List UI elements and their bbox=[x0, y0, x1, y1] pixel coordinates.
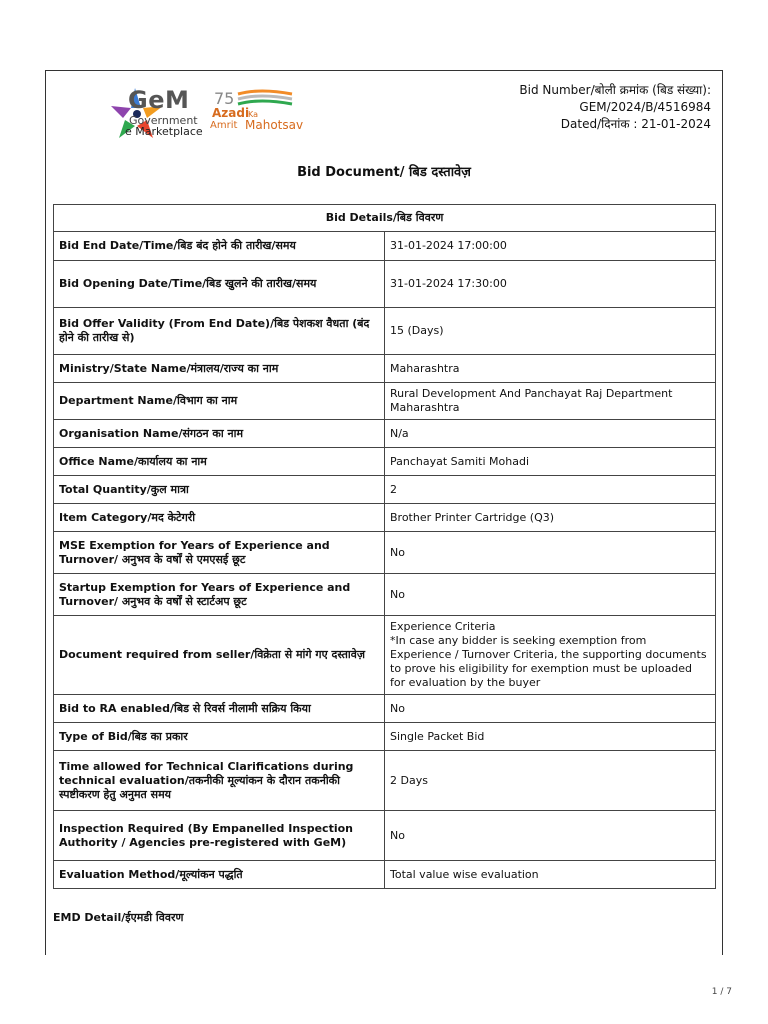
table-row bbox=[54, 616, 716, 695]
table-row bbox=[54, 383, 716, 420]
table-row bbox=[54, 751, 716, 811]
row-value-cell bbox=[385, 616, 716, 695]
row-value: 31-01-2024 17:30:00 bbox=[385, 261, 716, 308]
row-value: Brother Printer Cartridge (Q3) bbox=[385, 504, 716, 532]
gem-logo-text: GeM bbox=[128, 86, 190, 114]
bid-info bbox=[519, 82, 711, 133]
row-value: 31-01-2024 17:00:00 bbox=[385, 232, 716, 261]
table-heading: Bid Details/बिड विवरण bbox=[54, 205, 716, 232]
gem-logo-subtitle: Government bbox=[129, 114, 198, 127]
table-row bbox=[54, 811, 716, 861]
table-row bbox=[54, 504, 716, 532]
azadi-ka-text: Ka bbox=[248, 110, 259, 119]
table-row bbox=[54, 448, 716, 476]
table-row bbox=[54, 695, 716, 723]
bid-details-table bbox=[53, 204, 716, 889]
azadi-text: Azadi bbox=[212, 106, 250, 120]
row-label: Type of Bid/बिड का प्रकार bbox=[54, 723, 385, 751]
table-row bbox=[54, 308, 716, 355]
page-break-gap bbox=[45, 955, 725, 975]
row-value: Panchayat Samiti Mohadi bbox=[385, 448, 716, 476]
row-value: N/a bbox=[385, 420, 716, 448]
row-label: Item Category/मद केटेगरी bbox=[54, 504, 385, 532]
row-value: 2 Days bbox=[385, 751, 716, 811]
row-label: Bid Offer Validity (From End Date)/बिड पेशकश वैधता (बंद होने की तारीख से) bbox=[54, 308, 385, 355]
table-row bbox=[54, 232, 716, 261]
row-label: Startup Exemption for Years of Experience and Turnover/ अनुभव के वर्षों से स्टार्टअप छूट bbox=[54, 574, 385, 616]
page-number: 1 / 7 bbox=[711, 987, 732, 997]
row-value: Rural Development And Panchayat Raj Department Maharashtra bbox=[385, 383, 716, 420]
bid-date: Dated/दिनांक : 21-01-2024 bbox=[560, 117, 711, 131]
row-value: 2 bbox=[385, 476, 716, 504]
table-row bbox=[54, 355, 716, 383]
table-row bbox=[54, 420, 716, 448]
row-value: 15 (Days) bbox=[385, 308, 716, 355]
row-label: MSE Exemption for Years of Experience and Turnover/ अनुभव के वर्षों से एमएसई छूट bbox=[54, 532, 385, 574]
emd-detail-heading: EMD Detail/ईएमडी विवरण bbox=[53, 911, 184, 924]
row-label: Bid End Date/Time/बिड बंद होने की तारीख/समय bbox=[54, 232, 385, 261]
row-label: Evaluation Method/मूल्यांकन पद्धति bbox=[54, 861, 385, 889]
table-row bbox=[54, 861, 716, 889]
row-value-heading: Experience Criteria bbox=[390, 620, 496, 633]
row-label: Bid Opening Date/Time/बिड खुलने की तारीख/समय bbox=[54, 261, 385, 308]
table-row bbox=[54, 476, 716, 504]
amrit-text: Amrit bbox=[210, 120, 238, 131]
row-value: Total value wise evaluation bbox=[385, 861, 716, 889]
row-value: *In case any bidder is seeking exemption from Experience / Turnover Criteria, the supporting documents to prove his eligibility for exemption must be uploaded for evaluation by the buyer bbox=[390, 634, 707, 689]
row-label: Document required from seller/विक्रेता से मांगे गए दस्तावेज़ bbox=[54, 616, 385, 695]
row-label: Total Quantity/कुल मात्रा bbox=[54, 476, 385, 504]
table-row bbox=[54, 532, 716, 574]
table-header-row bbox=[54, 205, 716, 232]
row-value: No bbox=[385, 574, 716, 616]
document-title: Bid Document/ बिड दस्तावेज़ bbox=[297, 165, 471, 180]
row-value: No bbox=[385, 532, 716, 574]
svg-text:75: 75 bbox=[214, 89, 235, 108]
row-label: Organisation Name/संगठन का नाम bbox=[54, 420, 385, 448]
table-row bbox=[54, 574, 716, 616]
azadi-ka-amrit-mahotsav-logo bbox=[210, 88, 304, 138]
row-label: Bid to RA enabled/बिड से रिवर्स नीलामी सक्रिय किया bbox=[54, 695, 385, 723]
row-label: Ministry/State Name/मंत्रालय/राज्य का नाम bbox=[54, 355, 385, 383]
bid-number: GEM/2024/B/4516984 bbox=[579, 100, 711, 114]
row-value: Maharashtra bbox=[385, 355, 716, 383]
row-value: No bbox=[385, 811, 716, 861]
table-row bbox=[54, 723, 716, 751]
row-label: Department Name/विभाग का नाम bbox=[54, 383, 385, 420]
row-value: Single Packet Bid bbox=[385, 723, 716, 751]
mahotsav-text: Mahotsav bbox=[245, 118, 304, 132]
row-label: Time allowed for Technical Clarifications during technical evaluation/तकनीकी मूल्यांकन के दौरान तकनीकी स्पष्टीकरण हेतु अनुमत समय bbox=[54, 751, 385, 811]
row-label: Office Name/कार्यालय का नाम bbox=[54, 448, 385, 476]
flag-stripes-icon bbox=[210, 88, 300, 108]
bid-number-label: Bid Number/बोली क्रमांक (बिड संख्या): bbox=[519, 83, 711, 97]
table-row bbox=[54, 261, 716, 308]
row-value: No bbox=[385, 695, 716, 723]
row-label: Inspection Required (By Empanelled Inspection Authority / Agencies pre-registered with GeM) bbox=[54, 811, 385, 861]
gem-logo-subtitle-2: e Marketplace bbox=[125, 125, 203, 138]
